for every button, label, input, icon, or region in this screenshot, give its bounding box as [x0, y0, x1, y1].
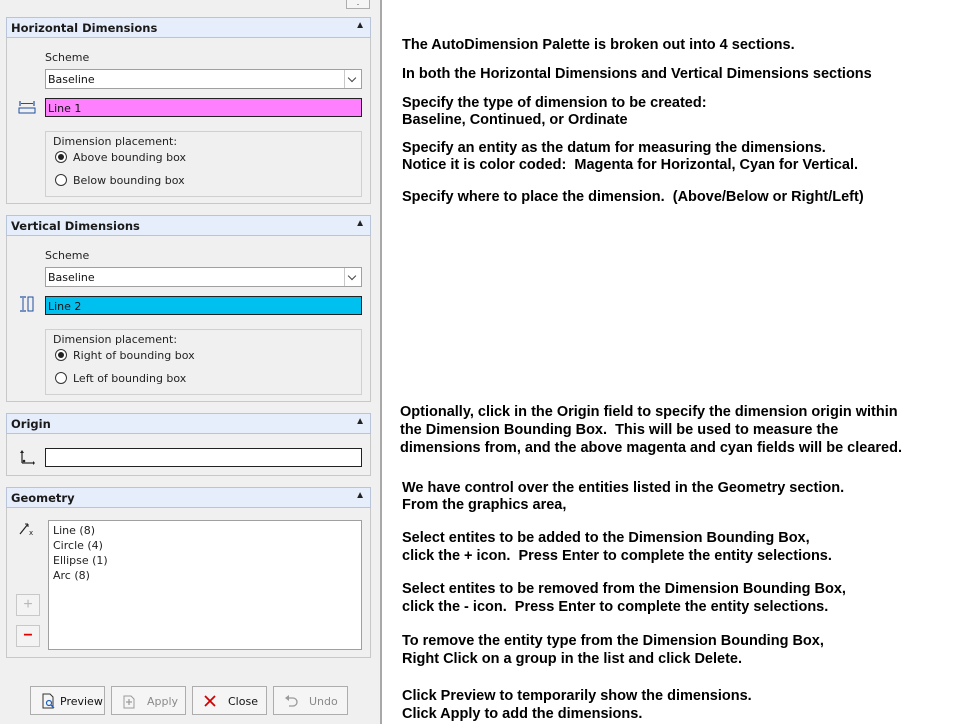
preview-button[interactable]	[30, 686, 105, 715]
left-of-bounding-box-radio[interactable]	[55, 372, 67, 384]
horizontal-datum-entity-field[interactable]	[45, 98, 362, 117]
chevron-down-icon[interactable]	[344, 268, 361, 286]
chevron-down-icon[interactable]	[344, 70, 361, 88]
vertical-datum-entity-value: Line 2	[48, 300, 82, 313]
vertical-datum-entity-field[interactable]	[45, 296, 362, 315]
add-entities-button[interactable]	[16, 594, 40, 616]
vertical-scheme-label: Scheme	[45, 249, 90, 262]
list-item[interactable]: Arc (8)	[53, 569, 90, 582]
close-button[interactable]	[192, 686, 267, 715]
geometry-header[interactable]	[6, 487, 371, 508]
vertical-dimensions-header[interactable]	[6, 215, 371, 236]
note-origin: Optionally, click in the Origin field to specify the dimension origin within the Dimension Bounding Box. This will be used to measure the dimensions from, and the above magenta and cyan fields will be cleared.	[400, 404, 902, 456]
vertical-scheme-dropdown[interactable]	[45, 267, 362, 287]
geometry-entity-list[interactable]	[48, 520, 362, 650]
horizontal-dimensions-title: Horizontal Dimensions	[11, 21, 158, 35]
undo-button[interactable]	[273, 686, 348, 715]
svg-text:x: x	[29, 529, 34, 537]
minus-icon: −	[23, 627, 33, 644]
collapse-arrow-icon[interactable]: ▲	[355, 490, 365, 501]
origin-header[interactable]	[6, 413, 371, 434]
note-delete-group: To remove the entity type from the Dimension Bounding Box, Right Click on a group in the list and click Delete.	[402, 633, 824, 667]
horizontal-placement-group	[45, 131, 362, 197]
undo-label: Undo	[309, 695, 338, 708]
right-of-bounding-box-radio[interactable]	[55, 349, 67, 361]
note-preview-apply: Click Preview to temporarily show the dimensions. Click Apply to add the dimensions.	[402, 688, 752, 722]
note-remove-entities: Select entites to be removed from the Dimension Bounding Box, click the - icon. Press Enter to complete the entity selections.	[402, 581, 846, 615]
horizontal-placement-title: Dimension placement:	[53, 135, 178, 148]
geometry-title: Geometry	[11, 491, 75, 505]
origin-axes-icon	[18, 450, 36, 466]
origin-title: Origin	[11, 417, 51, 431]
collapse-arrow-icon[interactable]: ▲	[355, 20, 365, 31]
horizontal-scheme-value: Baseline	[48, 73, 95, 86]
horizontal-dimension-icon	[18, 99, 36, 115]
close-icon	[202, 693, 218, 709]
apply-button[interactable]	[111, 686, 186, 715]
vertical-dimensions-title: Vertical Dimensions	[11, 219, 140, 233]
collapse-arrow-icon[interactable]: ▲	[355, 416, 365, 427]
below-bounding-box-radio[interactable]	[55, 174, 67, 186]
panel-divider[interactable]	[380, 0, 382, 724]
plus-icon: +	[23, 596, 33, 613]
preview-label: Preview	[60, 695, 103, 708]
note-both-sections: In both the Horizontal Dimensions and Vertical Dimensions sections	[402, 66, 872, 82]
collapse-arrow-icon[interactable]: ▲	[355, 218, 365, 229]
below-bounding-box-label: Below bounding box	[73, 174, 185, 187]
select-entities-icon[interactable]	[18, 521, 36, 537]
above-bounding-box-label: Above bounding box	[73, 151, 187, 164]
list-item[interactable]: Circle (4)	[53, 539, 103, 552]
horizontal-dimensions-header[interactable]	[6, 17, 371, 38]
note-datum-entity: Specify an entity as the datum for measuring the dimensions. Notice it is color coded: Magenta for Horizontal, Cyan for Vertical.	[402, 140, 859, 173]
above-bounding-box-radio[interactable]	[55, 151, 67, 163]
origin-input[interactable]	[45, 448, 362, 467]
vertical-dimension-icon	[18, 296, 36, 312]
left-of-bounding-box-label: Left of bounding box	[73, 372, 187, 385]
undo-icon	[283, 693, 299, 709]
note-add-entities: Select entites to be added to the Dimension Bounding Box, click the + icon. Press Enter to complete the entity selections.	[402, 530, 832, 564]
note-placement: Specify where to place the dimension. (Above/Below or Right/Left)	[402, 189, 864, 205]
note-dimension-type: Specify the type of dimension to be created: Baseline, Continued, or Ordinate	[402, 95, 707, 128]
horizontal-datum-entity-value: Line 1	[48, 102, 82, 115]
horizontal-scheme-label: Scheme	[45, 51, 90, 64]
note-geometry: We have control over the entities listed in the Geometry section. From the graphics area,	[402, 480, 845, 513]
list-item[interactable]: Line (8)	[53, 524, 96, 537]
right-of-bounding-box-label: Right of bounding box	[73, 349, 195, 362]
apply-icon	[121, 693, 137, 709]
remove-entities-button[interactable]	[16, 625, 40, 647]
vertical-scheme-value: Baseline	[48, 271, 95, 284]
apply-label: Apply	[147, 695, 179, 708]
preview-icon	[40, 693, 56, 709]
palette-options-button[interactable]: .	[346, 0, 370, 9]
note-sections: The AutoDimension Palette is broken out into 4 sections.	[402, 37, 795, 53]
vertical-placement-title: Dimension placement:	[53, 333, 178, 346]
autodimension-palette	[0, 0, 380, 724]
close-label: Close	[228, 695, 258, 708]
list-item[interactable]: Ellipse (1)	[53, 554, 108, 567]
horizontal-scheme-dropdown[interactable]	[45, 69, 362, 89]
vertical-placement-group	[45, 329, 362, 395]
